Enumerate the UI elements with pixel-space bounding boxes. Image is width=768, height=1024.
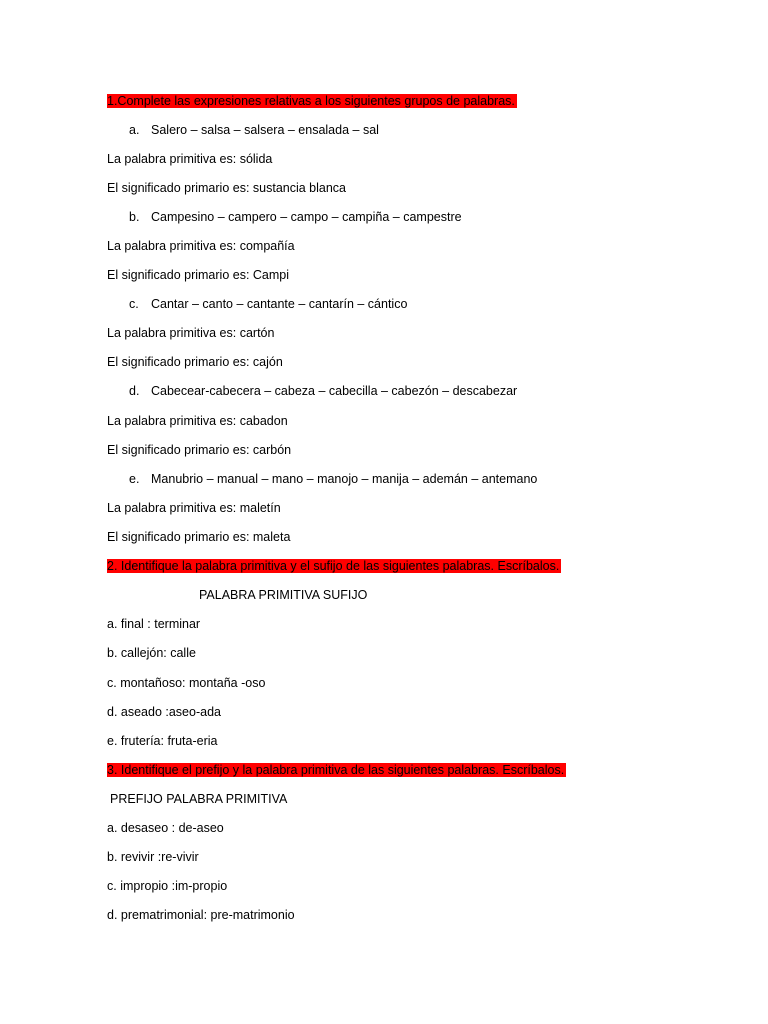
- section3-column-header: [108, 791, 287, 807]
- item-e-marker: e.: [129, 472, 140, 486]
- section2-row-a: a. final : terminar: [107, 617, 201, 631]
- item-a-meaning: El significado primario es: sustancia blanca: [107, 181, 347, 195]
- section3-heading-text: 3. Identifique el prefijo y la palabra primitiva de las siguientes palabras. Escríbalos.: [107, 763, 565, 777]
- item-e-words-line: [129, 471, 537, 487]
- item-c-meaning: El significado primario es: cajón: [107, 355, 283, 369]
- item-e-words: Manubrio – manual – mano – manojo – manija – ademán – antemano: [151, 472, 538, 486]
- item-b-meaning: El significado primario es: Campi: [107, 268, 290, 282]
- section2-row-c: c. montañoso: montaña -oso: [107, 676, 266, 690]
- item-a-primitive: La palabra primitiva es: sólida: [107, 152, 273, 166]
- section3-column-header-text: PREFIJO PALABRA PRIMITIVA: [110, 792, 288, 806]
- item-c-words: Cantar – canto – cantante – cantarín – cántico: [151, 297, 408, 311]
- item-a-words: Salero – salsa – salsera – ensalada – sal: [151, 123, 379, 137]
- section1-heading-text: 1.Complete las expresiones relativas a los siguientes grupos de palabras.: [107, 94, 515, 108]
- section3-row-a: a. desaseo : de-aseo: [107, 821, 224, 835]
- section3-row-d: d. prematrimonial: pre-matrimonio: [107, 908, 295, 922]
- item-d-primitive: La palabra primitiva es: cabadon: [107, 414, 288, 428]
- item-b-marker: b.: [129, 210, 140, 224]
- item-d-words: Cabecear-cabecera – cabeza – cabecilla – cabezón – descabezar: [151, 384, 518, 398]
- item-b-primitive: La palabra primitiva es: compañía: [107, 239, 295, 253]
- section2-row-d: d. aseado :aseo-ada: [107, 705, 221, 719]
- section2-heading: [107, 558, 561, 574]
- section3-row-b: b. revivir :re-vivir: [107, 850, 199, 864]
- item-c-marker: c.: [129, 297, 139, 311]
- item-b-words-line: [129, 209, 462, 225]
- item-d-meaning: El significado primario es: carbón: [107, 443, 292, 457]
- section1-heading: [107, 93, 517, 109]
- item-b-words: Campesino – campero – campo – campiña – campestre: [151, 210, 462, 224]
- item-a-words-line: [129, 122, 379, 138]
- item-a-marker: a.: [129, 123, 140, 137]
- section2-heading-text: 2. Identifique la palabra primitiva y el sufijo de las siguientes palabras. Escríbalos.: [107, 559, 560, 573]
- item-d-marker: d.: [129, 384, 140, 398]
- item-e-meaning: El significado primario es: maleta: [107, 530, 291, 544]
- item-c-words-line: [129, 296, 407, 312]
- section2-row-b: b. callejón: calle: [107, 646, 196, 660]
- section2-row-e: e. frutería: fruta-eria: [107, 734, 218, 748]
- item-e-primitive: La palabra primitiva es: maletín: [107, 501, 281, 515]
- section3-row-c: c. impropio :im-propio: [107, 879, 228, 893]
- item-c-primitive: La palabra primitiva es: cartón: [107, 326, 275, 340]
- section2-column-header: PALABRA PRIMITIVA SUFIJO: [199, 588, 368, 602]
- section3-heading: [107, 762, 566, 778]
- item-d-words-line: [129, 383, 517, 399]
